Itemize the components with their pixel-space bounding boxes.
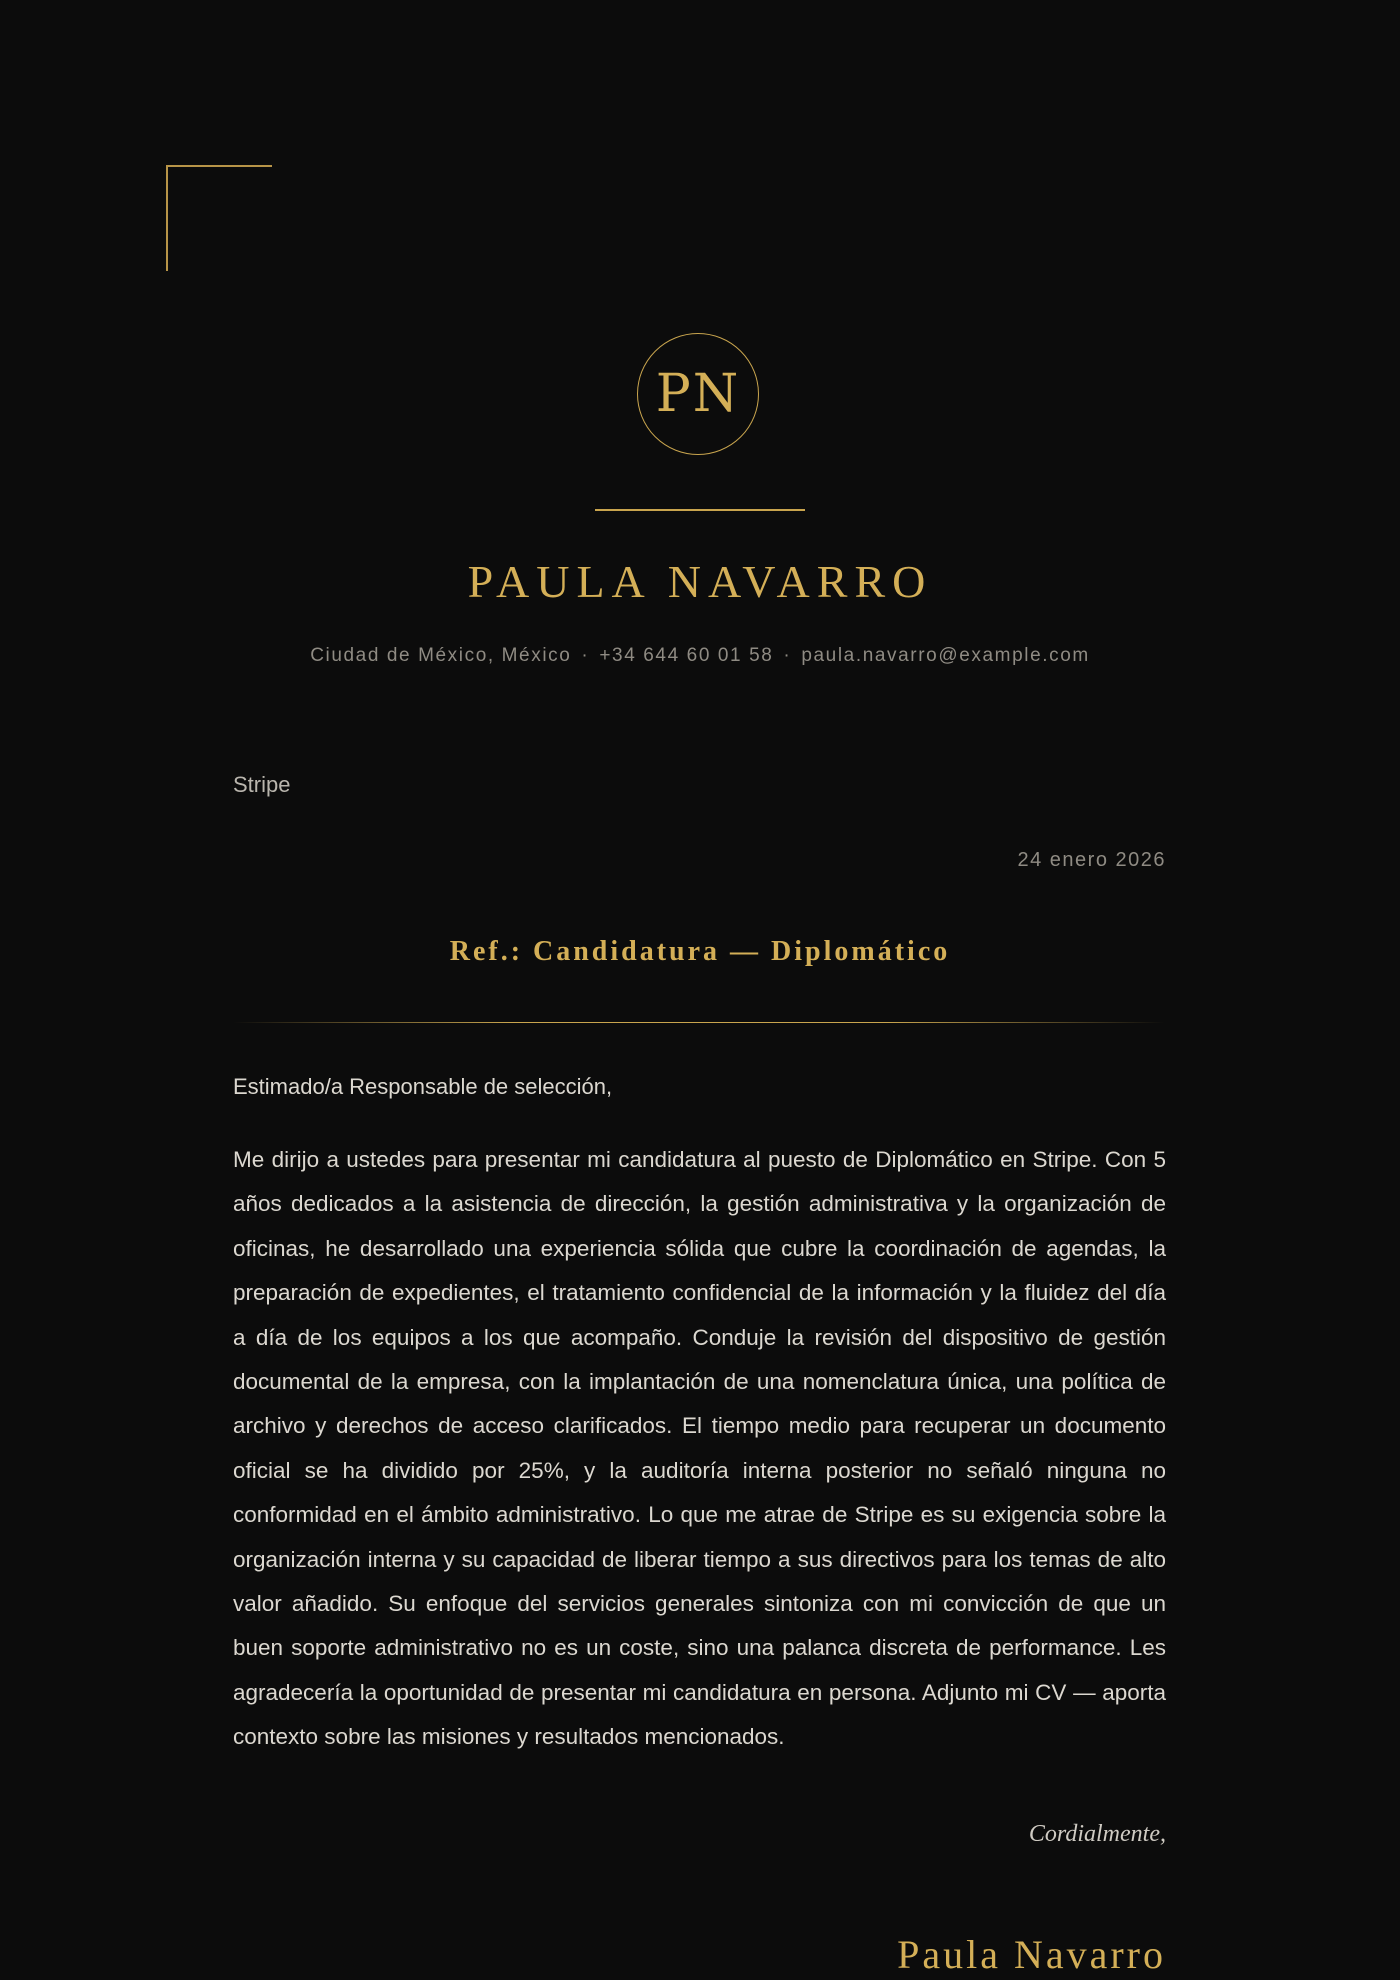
corner-ornament xyxy=(166,165,272,271)
letter-signature: Paula Navarro xyxy=(897,1932,1166,1977)
monogram-initials: PN xyxy=(655,364,741,424)
recipient-company: Stripe xyxy=(233,772,291,797)
reference-line: Ref.: Candidatura — Diplomático xyxy=(449,936,951,967)
contact-location: Ciudad de México, México xyxy=(310,645,572,666)
contact-separator: · xyxy=(783,645,792,666)
letter-closing: Cordialmente, xyxy=(1028,1821,1166,1847)
letter-body: Me dirijo a ustedes para presentar mi candidatura al puesto de Diplomático en Stripe. Con 5 años dedicados a la asistencia de dirección, la gestión administrativa y la organización de oficinas, he desarrollado una experiencia sólida que cubre la coordinación de agendas, la preparación de expedientes, el tratamiento confidencial de la información y la fluidez del día a día de los equipos a los que acompaño. Conduje la revisión del dispositivo de gestión documental de la empresa, con la implantación de una nomenclatura única, una política de archivo y derechos de acceso clarificados. El tiempo medio para recuperar un documento oficial se ha dividido por 25%, y la auditoría interna posterior no señaló ninguna no conformidad en el ámbito administrativo. Lo que me atrae de Stripe es su exigencia sobre la organización interna y su capacidad de liberar tiempo a sus directivos para los temas de alto valor añadido. Su enfoque del servicios generales sintoniza con mi convicción de que un buen soporte administrativo no es un coste, sino una palanca discreta de performance. Les agradecería la oportunidad de presentar mi candidatura en persona. Adjunto mi CV — aporta contexto sobre las misiones y resultados mencionados. xyxy=(233,1147,1166,1750)
letter-date: 24 enero 2026 xyxy=(1017,849,1166,871)
contact-phone: +34 644 60 01 58 xyxy=(599,645,774,666)
header-divider xyxy=(595,509,805,511)
contact-email: paula.navarro@example.com xyxy=(801,645,1090,666)
contact-line xyxy=(0,642,1400,670)
applicant-name: PAULA NAVARRO xyxy=(467,556,933,607)
monogram-badge xyxy=(637,333,759,455)
reference-divider xyxy=(233,1022,1165,1023)
letter-greeting: Estimado/a Responsable de selección, xyxy=(233,1074,613,1099)
contact-separator: · xyxy=(581,645,590,666)
